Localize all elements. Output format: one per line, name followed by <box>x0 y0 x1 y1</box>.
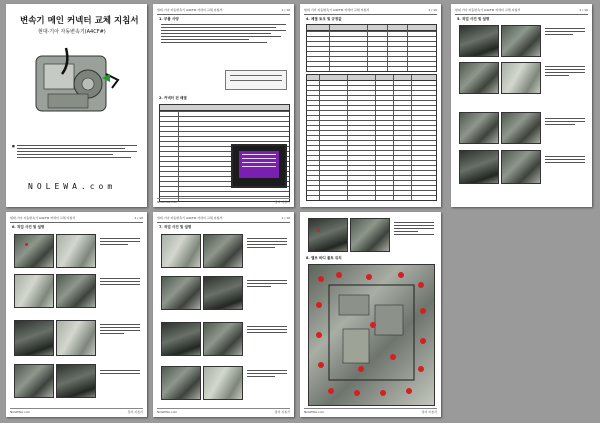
work-photo <box>501 25 541 57</box>
page-header: 현대·기아 자동변속기 A4CF# 커넥터 교체 지침서 1 / 10 <box>10 216 143 223</box>
work-photo <box>14 234 54 268</box>
section-heading: 5. 작업 사진 및 설명 <box>457 17 490 21</box>
pin-diagram <box>225 70 287 90</box>
section-heading: 4. 체결 토크 및 규정값 <box>306 17 342 21</box>
work-photo <box>203 322 243 356</box>
work-photo <box>203 276 243 310</box>
work-photo <box>56 234 96 268</box>
torque-table-2 <box>306 74 437 201</box>
page-footer: NOLEWA.com 정비 지침서 <box>10 410 143 414</box>
work-photo <box>14 364 54 398</box>
work-photo <box>501 150 541 184</box>
work-photo <box>161 322 201 356</box>
valve-body-photo <box>308 264 435 406</box>
work-photo <box>501 62 541 94</box>
cover-subtitle: 현대·기아 자동변속기(A4CF#) <box>38 29 106 35</box>
document-page-1[interactable] <box>6 4 147 207</box>
work-photo <box>56 320 96 356</box>
work-photo <box>203 366 243 400</box>
section-heading: 1. 부품 사양 <box>159 17 179 21</box>
work-photo <box>14 320 54 356</box>
page-footer: NOLEWA.com 정비 지침서 <box>304 410 437 414</box>
brand-logo: NOLEWA.com <box>28 182 117 191</box>
document-page-7[interactable] <box>300 212 441 417</box>
scan-tool-screen <box>231 144 287 188</box>
document-page-4[interactable] <box>451 4 592 207</box>
document-page-6[interactable] <box>153 212 294 417</box>
section-heading: 7. 작업 사진 및 설명 <box>159 225 192 229</box>
torque-table-1 <box>306 24 437 72</box>
work-photo <box>501 112 541 144</box>
work-photo <box>459 62 499 94</box>
transmission-image <box>26 44 126 124</box>
work-photo <box>56 274 96 308</box>
work-photo <box>459 112 499 144</box>
work-photo <box>14 274 54 308</box>
page-header: 현대·기아 자동변속기 A4CF# 커넥터 교체 지침서 1 / 10 <box>455 8 588 15</box>
bullet-1: ■ <box>12 144 15 148</box>
work-photo <box>308 218 348 252</box>
document-page-2[interactable] <box>153 4 294 207</box>
spec-text <box>161 24 286 45</box>
cover-notes <box>17 145 137 160</box>
document-page-3[interactable] <box>300 4 441 207</box>
work-photo <box>459 150 499 184</box>
document-page-5[interactable] <box>6 212 147 417</box>
page-footer: NOLEWA.com 정비 지침서 <box>157 200 290 204</box>
section-heading: 8. 밸브 바디 볼트 위치 <box>306 256 342 260</box>
section-heading: 6. 작업 사진 및 설명 <box>12 225 45 229</box>
section-heading: 2. 커넥터 핀 배열 <box>159 96 187 100</box>
work-photo <box>56 364 96 398</box>
work-photo <box>459 25 499 57</box>
page-footer: NOLEWA.com 정비 지침서 <box>157 410 290 414</box>
work-photo <box>161 366 201 400</box>
page-header: 현대·기아 자동변속기 A4CF# 커넥터 교체 지침서 1 / 10 <box>157 8 290 15</box>
work-photo <box>161 234 201 268</box>
work-photo <box>350 218 390 252</box>
page-header: 현대·기아 자동변속기 A4CF# 커넥터 교체 지침서 1 / 10 <box>157 216 290 223</box>
work-photo <box>203 234 243 268</box>
cover-title: 변속기 메인 커넥터 교체 지침서 <box>20 16 139 26</box>
page-header: 현대·기아 자동변속기 A4CF# 커넥터 교체 지침서 1 / 10 <box>304 8 437 15</box>
work-photo <box>161 276 201 310</box>
